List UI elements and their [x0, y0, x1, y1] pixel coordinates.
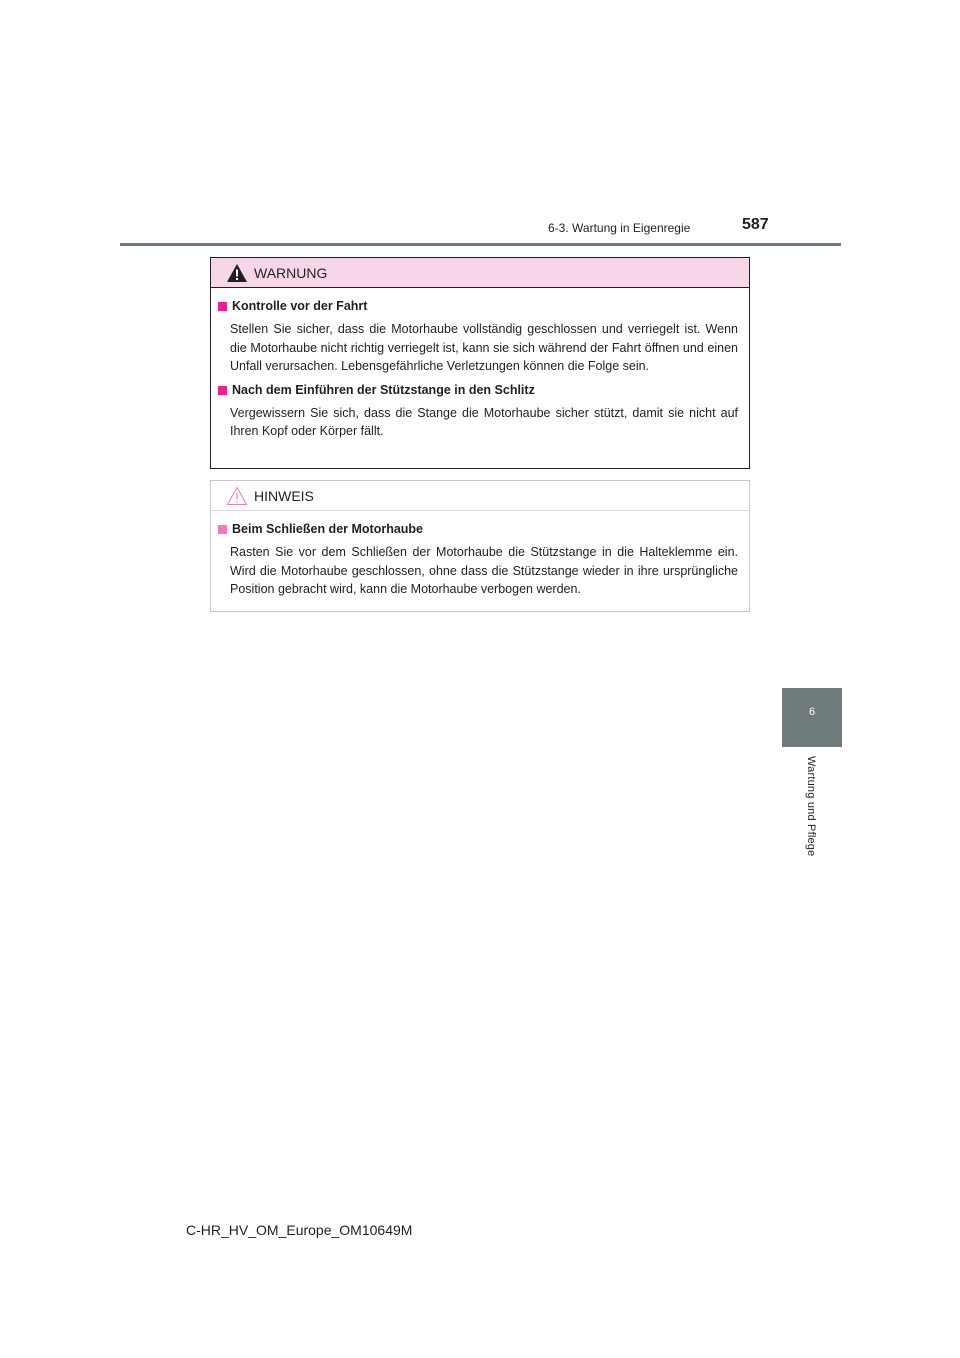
- warning-item-title: [218, 382, 738, 399]
- warning-box: [210, 257, 750, 469]
- chapter-number: 6: [808, 706, 816, 718]
- warning-item-text: Stellen Sie sicher, dass die Motorhaube vollständig geschlossen und verriegelt ist. Wenn die Motorhaube nicht richtig verriegelt ist, kann sie sich während der Fahrt öffnen und einen Unfall verursachen. Lebensgefährliche Verletzungen können die Folge sein.: [230, 322, 738, 373]
- warning-item-title: [218, 298, 738, 315]
- notice-triangle-icon: [226, 486, 248, 506]
- warning-item-title-text: Nach dem Einführen der Stützstange in den Schlitz: [232, 382, 535, 397]
- warning-item-title-text: Kontrolle vor der Fahrt: [232, 299, 368, 313]
- notice-header: [211, 481, 749, 511]
- notice-box: [210, 480, 750, 612]
- warning-triangle-icon: [226, 263, 248, 283]
- notice-item-title: [218, 521, 738, 538]
- warning-item-text: Vergewissern Sie sich, dass die Stange die Motorhaube sicher stützt, damit sie nicht auf Ihren Kopf oder Körper fällt.: [230, 405, 738, 438]
- warning-body: [211, 288, 749, 441]
- notice-body: [211, 511, 749, 599]
- notice-item-title-text: Beim Schließen der Motorhaube: [232, 522, 424, 536]
- header-divider: [120, 243, 841, 246]
- chapter-tab: [782, 688, 842, 747]
- chapter-title: Wartung und Pflege: [805, 756, 817, 857]
- footer-document-code: C-HR_HV_OM_Europe_OM10649M: [186, 1222, 413, 1238]
- bullet-square-icon: [218, 386, 227, 395]
- warning-header: [211, 258, 749, 288]
- page-number: 587: [742, 216, 769, 233]
- warning-title: WARNUNG: [254, 264, 328, 281]
- header-section-title: 6-3. Wartung in Eigenregie: [548, 221, 691, 235]
- notice-title: HINWEIS: [254, 487, 314, 504]
- bullet-square-icon: [218, 302, 227, 311]
- bullet-square-icon: [218, 525, 227, 534]
- notice-item-text: Rasten Sie vor dem Schließen der Motorhaube die Stützstange in die Halteklemme ein. Wird die Motorhaube geschlossen, ohne dass die Stützstange wieder in ihre ursprüngliche Position gebracht wird, kann die Motorhaube verbogen werden.: [230, 545, 738, 596]
